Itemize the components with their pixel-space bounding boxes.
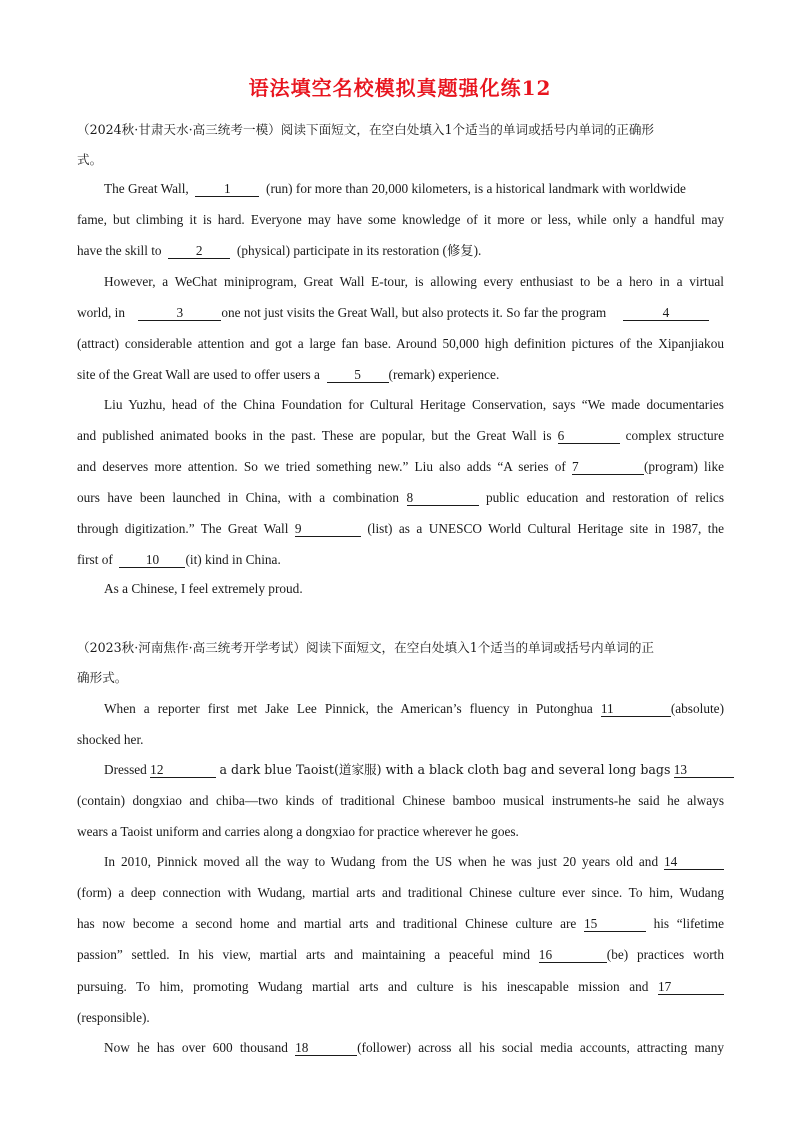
blank-14[interactable]: 14 (664, 854, 724, 870)
text-line: (attract) considerable attention and got a large fan base. Around 50,000 high definition pictures of the Xipanjiakou (77, 336, 724, 351)
text-line: In 2010, Pinnick moved all the way to Wudang from the US when he was just 20 years old and 14 (104, 853, 724, 871)
source-label: （2024秋·甘肃天水·高三统考一模） (77, 122, 281, 137)
source-label: （2023秋·河南焦作·高三统考开学考试） (77, 640, 306, 655)
blank-9[interactable]: 9 (295, 521, 361, 537)
instruction-line: 式。 (77, 152, 103, 167)
blank-3[interactable]: 3 (138, 305, 221, 321)
blank-6[interactable]: 6 (558, 428, 620, 444)
blank-13[interactable]: 13 (674, 762, 734, 778)
text-line: Dressed 12 a dark blue Taoist(道家服) with a black cloth bag and several long bags 13 (104, 761, 724, 779)
blank-17[interactable]: 17 (658, 979, 724, 995)
text-line: Now he has over 600 thousand 18 (follower) across all his social media accounts, attracting many (104, 1040, 724, 1055)
page-title: 语法填空名校模拟真题强化练12 (248, 76, 552, 100)
blank-10[interactable]: 10 (119, 552, 185, 568)
blank-5[interactable]: 5 (327, 367, 389, 383)
blank-7[interactable]: 7 (572, 459, 644, 475)
text-line: and deserves more attention. So we tried something new.” Liu also adds “A series of 7 (program) like (77, 459, 724, 474)
text-line: (contain) dongxiao and chiba—two kinds of traditional Chinese bamboo musical instruments-he said he always (77, 793, 724, 808)
text-line: When a reporter first met Jake Lee Pinnick, the American’s fluency in Putonghua 11 (absolute) (104, 701, 724, 716)
text-line: have the skill to 2 (physical) participate in its restoration (修复). (77, 243, 482, 258)
instruction-line: （2024秋·甘肃天水·高三统考一模）阅读下面短文，在空白处填入1个适当的单词或括号内单词的正确形 (77, 122, 655, 137)
text-line: (form) a deep connection with Wudang, martial arts and traditional Chinese culture ever since. To him, Wudang (77, 885, 724, 900)
blank-1[interactable]: 1 (195, 181, 259, 197)
instruction-line: 确形式。 (77, 670, 128, 685)
text-line: (responsible). (77, 1010, 150, 1025)
text-line: and published animated books in the past. These are popular, but the Great Wall is 6 complex structure (77, 428, 724, 443)
text-line: wears a Taoist uniform and carries along a dongxiao for practice wherever he goes. (77, 824, 519, 839)
instruction-line: （2023秋·河南焦作·高三统考开学考试）阅读下面短文，在空白处填入1个适当的单词或括号内单词的正 (77, 640, 655, 655)
text-line: first of 10 (it) kind in China. (77, 552, 281, 567)
blank-8[interactable]: 8 (407, 490, 479, 506)
text-line: passion” settled. In his view, martial arts and maintaining a peaceful mind 16 (be) practices worth (77, 947, 725, 962)
text-line: through digitization.” The Great Wall 9 (list) as a UNESCO World Cultural Heritage site in 1987, the (77, 521, 725, 536)
blank-2[interactable]: 2 (168, 243, 230, 259)
text-line: has now become a second home and martial arts and traditional Chinese culture are 15 his “lifetime (77, 916, 724, 931)
text-line: pursuing. To him, promoting Wudang martial arts and culture is his inescapable mission and 17 (77, 978, 724, 996)
blank-16[interactable]: 16 (539, 947, 607, 963)
blank-11[interactable]: 11 (601, 701, 671, 717)
text-line: ours have been launched in China, with a combination 8 public education and restoration of relics (77, 490, 725, 505)
text-line: shocked her. (77, 732, 144, 747)
text-line: world, in 3 one not just visits the Great Wall, but also protects it. So far the program 4 (77, 304, 755, 322)
text-line: fame, but climbing it is hard. Everyone may have some knowledge of it more or less, while only a handful may (77, 212, 724, 227)
blank-4[interactable]: 4 (623, 305, 709, 321)
text-line: site of the Great Wall are used to offer users a 5 (remark) experience. (77, 367, 500, 382)
blank-12[interactable]: 12 (150, 762, 216, 778)
text-line: As a Chinese, I feel extremely proud. (104, 581, 303, 596)
text-line: However, a WeChat miniprogram, Great Wall E-tour, is allowing every enthusiast to be a hero in a virtual (104, 274, 724, 289)
text-line: Liu Yuzhu, head of the China Foundation for Cultural Heritage Conservation, says “We made documentaries (104, 397, 724, 412)
blank-18[interactable]: 18 (295, 1040, 357, 1056)
blank-15[interactable]: 15 (584, 916, 646, 932)
text-line: The Great Wall, 1 (run) for more than 20,000 kilometers, is a historical landmark with worldwide (104, 181, 686, 196)
